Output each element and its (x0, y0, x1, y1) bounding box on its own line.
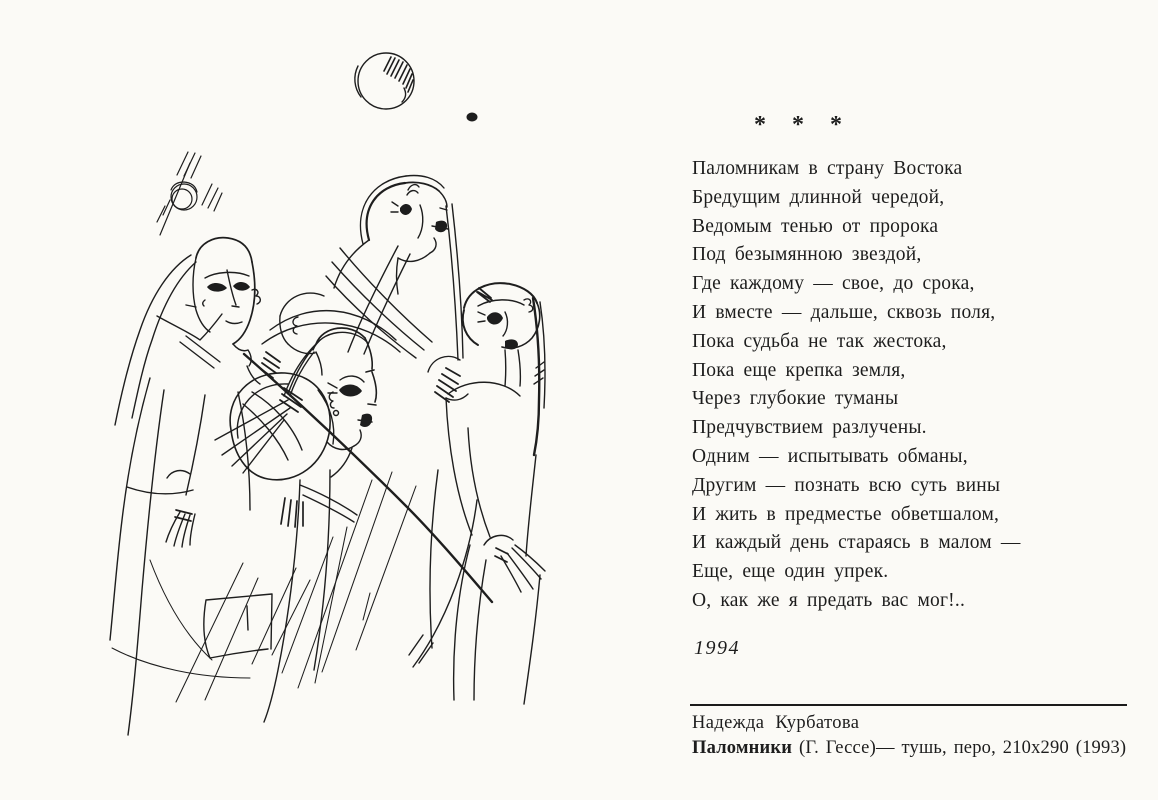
poem-line: Одним — испытывать обманы, (692, 445, 968, 467)
caption-artist: Надежда Курбатова (692, 713, 860, 733)
poem-title: * * * (754, 112, 852, 138)
grasping-hand (428, 356, 468, 402)
poem-line: Через глубокие туманы (692, 388, 899, 410)
drapery-strokes (112, 472, 416, 702)
poem-line: И вместе — дальше, сквозь поля, (692, 301, 996, 323)
poem-line: О, как же я предать вас мог!.. (692, 589, 966, 611)
figure-upturned-right (409, 283, 545, 704)
figure-left-man (110, 238, 260, 735)
figure-woman-with-bundle (204, 311, 400, 722)
poem-line: Пока еще крепка земля, (692, 359, 906, 381)
poem-line: Ведомым тенью от пророка (692, 215, 939, 237)
poem-line: Другим — познать всю суть вины (692, 474, 1001, 496)
poem-body (692, 155, 1021, 616)
caption-divider (690, 704, 1127, 706)
star-sketch (157, 152, 222, 235)
poem-line: Под безымянною звездой, (692, 244, 922, 266)
small-dot-sketch (467, 113, 478, 122)
poem-page (692, 0, 1138, 800)
poem-line: И жить в предместье обветшалом, (692, 503, 1000, 525)
caption-work (692, 738, 1126, 759)
poem-line: Еще, еще один упрек. (692, 561, 889, 583)
figure-background-head (261, 293, 324, 378)
poem-line: Бредущим длинной чередой, (692, 186, 945, 208)
moon-sketch (355, 53, 414, 109)
caption-work-details: (Г. Гессе)— тушь, перо, 210x290 (1993) (798, 738, 1127, 758)
poem-line: Где каждому — свое, до срока, (692, 273, 975, 295)
poem-year: 1994 (694, 637, 740, 659)
poem-line: Паломникам в страну Востока (692, 158, 963, 179)
caption-work-title: Паломники (692, 738, 793, 758)
poem-line: Пока судьба не так жестока, (692, 330, 947, 352)
poem-line: И каждый день стараясь в малом — (692, 532, 1021, 554)
poem-line: Предчувствием разлучены. (692, 417, 927, 439)
